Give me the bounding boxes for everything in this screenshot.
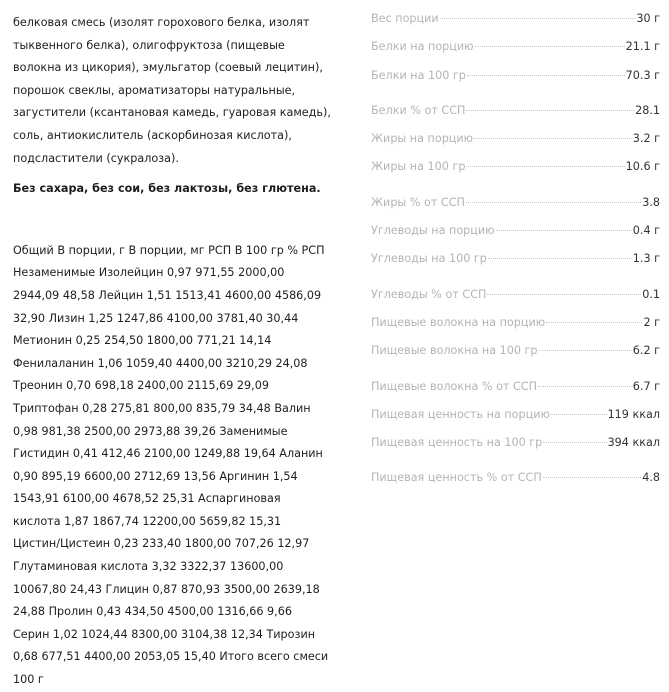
spec-row bbox=[371, 12, 660, 40]
spec-row bbox=[371, 40, 660, 68]
spec-row bbox=[371, 224, 660, 252]
spec-label: Пищевая ценность на 100 гр bbox=[371, 436, 543, 450]
spec-dots-leader bbox=[466, 202, 641, 203]
spec-row bbox=[371, 471, 660, 499]
spec-value: 30 г bbox=[636, 12, 660, 25]
spec-label: Вес порции bbox=[371, 12, 439, 25]
spec-value: 10.6 г bbox=[625, 160, 660, 174]
spec-dots-leader bbox=[543, 442, 606, 443]
spec-row bbox=[371, 104, 660, 132]
spec-dots-leader bbox=[475, 46, 625, 47]
spec-label: Пищевые волокна на порцию bbox=[371, 315, 546, 329]
spec-row bbox=[371, 380, 660, 408]
nutrition-specs-list bbox=[371, 12, 660, 500]
spec-value: 3.2 г bbox=[632, 132, 660, 146]
spec-row bbox=[371, 408, 660, 436]
spec-value: 0.4 г bbox=[632, 224, 660, 238]
spec-value: 70.3 г bbox=[625, 68, 660, 82]
spec-dots-leader bbox=[551, 414, 607, 415]
spec-label: Углеводы на 100 гр bbox=[371, 252, 487, 266]
spec-dots-leader bbox=[496, 230, 632, 231]
spec-label: Жиры на порцию bbox=[371, 132, 474, 146]
spec-value: 1.3 г bbox=[632, 252, 660, 266]
spec-value: 6.2 г bbox=[632, 344, 660, 358]
spec-row bbox=[371, 69, 660, 97]
spec-value: 0.1 bbox=[642, 287, 660, 301]
spec-label: Углеводы % от ССП bbox=[371, 287, 487, 301]
spec-dots-leader bbox=[474, 138, 632, 139]
spec-dots-leader bbox=[538, 386, 632, 387]
spec-row bbox=[371, 132, 660, 160]
spec-label: Пищевая ценность % от ССП bbox=[371, 471, 542, 485]
spec-value: 6.7 г bbox=[632, 379, 660, 393]
spec-dots-leader bbox=[543, 477, 641, 478]
composition-text: белковая смесь (изолят горохового белка, изолят тыквенного белка), олигофруктоза (пищевые волокна из цикория), эмульгатор (соевый лецитин), порошок свеклы, ароматизаторы натуральные, загустители (ксантановая камедь, гуаровая камедь), соль, антиокислитель (аскорбинозая кислота), подсластители (сукралоза). bbox=[13, 16, 331, 165]
spec-row bbox=[371, 288, 660, 316]
spec-value: 394 ккал bbox=[607, 436, 660, 450]
spec-label: Белки на порцию bbox=[371, 40, 474, 54]
spec-dots-leader bbox=[466, 110, 634, 111]
spec-label: Пищевая ценность на порцию bbox=[371, 407, 550, 421]
spec-label: Белки на 100 гр bbox=[371, 68, 466, 82]
spec-row bbox=[371, 196, 660, 224]
spec-dots-leader bbox=[467, 75, 625, 76]
spec-label: Пищевые волокна на 100 гр bbox=[371, 344, 538, 358]
spec-value: 2 г bbox=[643, 315, 660, 329]
free-from-notice: Без сахара, без сои, без лактозы, без глютена. bbox=[13, 182, 321, 196]
spec-row bbox=[371, 316, 660, 344]
spec-dots-leader bbox=[539, 350, 632, 351]
product-description bbox=[13, 12, 331, 692]
spec-dots-leader bbox=[466, 166, 624, 167]
spec-dots-leader bbox=[440, 18, 636, 19]
spec-label: Пищевые волокна % от ССП bbox=[371, 379, 538, 393]
spec-value: 119 ккал bbox=[607, 407, 660, 421]
spec-label: Углеводы на порцию bbox=[371, 224, 495, 238]
spec-row bbox=[371, 160, 660, 188]
spec-value: 4.8 bbox=[642, 471, 660, 485]
spec-row bbox=[371, 436, 660, 464]
spec-dots-leader bbox=[488, 258, 632, 259]
spec-dots-leader bbox=[487, 294, 641, 295]
spec-value: 21.1 г bbox=[625, 40, 660, 54]
spec-value: 28.1 bbox=[635, 103, 660, 117]
spec-label: Жиры % от ССП bbox=[371, 195, 465, 209]
amino-acid-table-text: Общий В порции, г В порции, мг РСП В 100 гр % РСП Незаменимые Изолейцин 0,97 971,55 2000,00 2944,09 48,58 Лейцин 1,51 1513,41 4600,00 4586,09 32,90 Лизин 1,25 1247,86 4100,00 3781,40 30,44 Метионин 0,25 254,50 1800,00 771,21 14,14 Фенилаланин 1,06 1059,40 4400,00 3210,29 24,08 Треонин 0,70 698,18 2400,00 2115,69 29,09 Триптофан 0,28 275,81 800,00 835,79 34,48 Валин 0,98 981,38 2500,00 2973,88 39,26 Заменимые Гистидин 0,41 412,46 2100,00 1249,88 19,64 Аланин 0,90 895,19 6600,00 2712,69 13,56 Аргинин 1,54 1543,91 6100,00 4678,52 25,31 Аспаргиновая кислота 1,87 1867,74 12200,00 5659,82 15,31 Цистин/Цистеин 0,23 233,40 1800,00 707,26 12,97 Глутаминовая кислота 3,32 3322,37 13600,00 10067,80 24,43 Глицин 0,87 870,93 3500,00 2639,18 24,88 Пролин 0,43 434,50 4500,00 1316,66 9,66 Серин 1,02 1024,44 8300,00 3104,38 12,34 Тирозин 0,68 677,51 4400,00 2053,05 15,40 Итого всего смеси 100 г bbox=[13, 243, 329, 687]
spec-dots-leader bbox=[546, 322, 642, 323]
spec-label: Белки % от ССП bbox=[371, 103, 466, 117]
spec-row bbox=[371, 344, 660, 372]
spec-value: 3.8 bbox=[642, 195, 660, 209]
spec-row bbox=[371, 252, 660, 280]
spec-label: Жиры на 100 гр bbox=[371, 160, 466, 174]
